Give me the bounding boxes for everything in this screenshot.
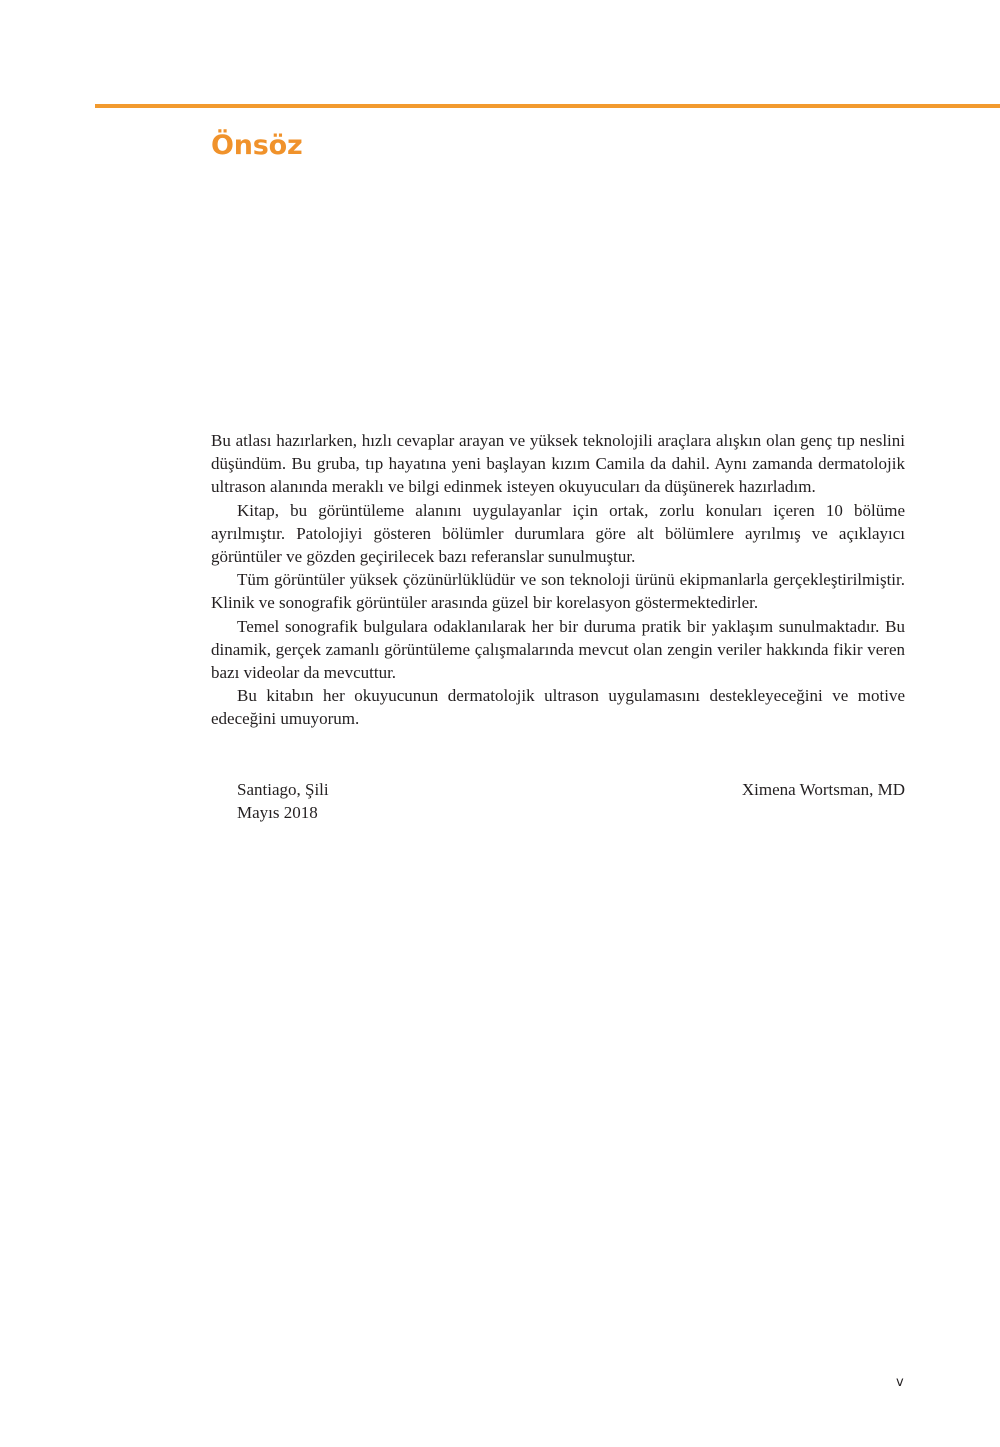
page-title: Önsöz [211,130,303,161]
preface-body [211,429,905,731]
signature-date: Mayıs 2018 [237,803,318,823]
header-rule [95,104,1000,108]
page-number: v [896,1375,904,1390]
paragraph-3: Tüm görüntüler yüksek çözünürlüklüdür ve son teknoloji ürünü ekipmanlarla gerçekleştirilmiştir. Klinik ve sonografik görüntüler arasında güzel bir korelasyon göstermektedirler. [211,570,905,613]
signature-author: Ximena Wortsman, MD [741,780,905,799]
signature-place: Santiago, Şili [237,780,329,799]
paragraph-1: Bu atlası hazırlarken, hızlı cevaplar arayan ve yüksek teknolojili araçlara alışkın olan genç tıp neslini düşündüm. Bu gruba, tıp hayatına yeni başlayan kızım Camila da dahil. Aynı zamanda dermatolojik ultrason alanında meraklı ve bilgi edinmek isteyen okuyucuları da düşünerek hazırladım. [211,431,905,497]
paragraph-2: Kitap, bu görüntüleme alanını uygulayanlar için ortak, zorlu konuları içeren 10 bölüme ayrılmıştır. Patolojiyi gösteren bölümler durumlara göre alt bölümlere ayrılmış ve açıklayıcı görüntüler ve gözden geçirilecek bazı referanslar sunulmuştur. [211,500,905,567]
paragraph-4: Temel sonografik bulgulara odaklanılarak her bir duruma pratik bir yaklaşım sunulmaktadır. Bu dinamik, gerçek zamanlı görüntüleme çalışmalarında mevcut olan zengin veriler hakkında fikir veren bazı videolar da mevcuttur. [211,616,905,683]
paragraph-5: Bu kitabın her okuyucunun dermatolojik ultrason uygulamasını destekleyeceğini ve motive edeceğini umuyorum. [211,686,905,729]
signature-place-date [237,778,329,824]
